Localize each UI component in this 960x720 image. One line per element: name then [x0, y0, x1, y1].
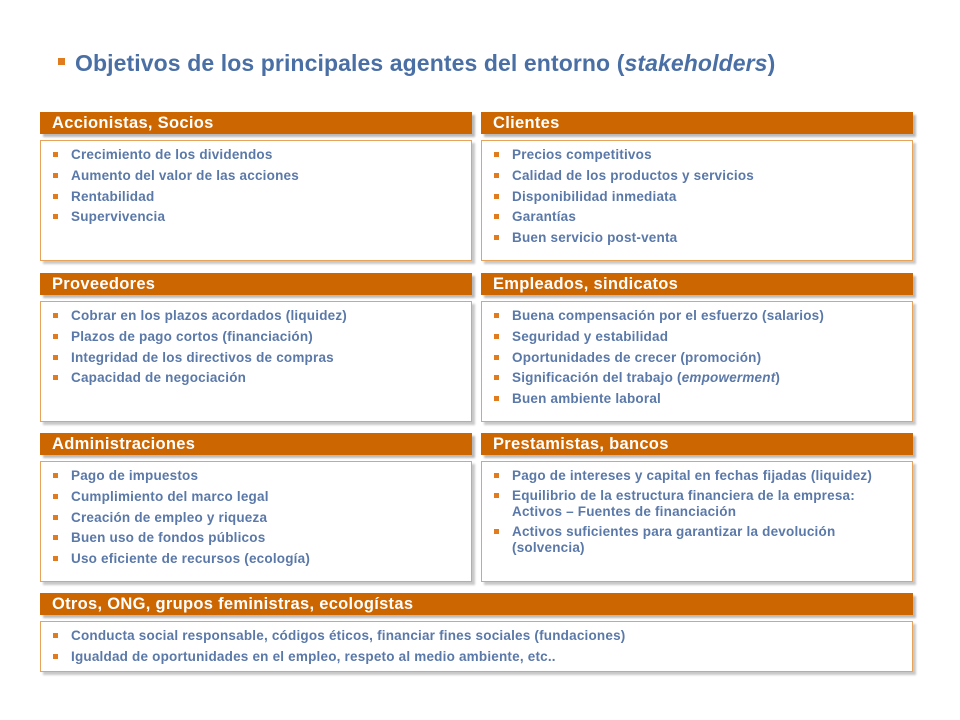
square-bullet-icon — [53, 654, 58, 659]
section-header: Empleados, sindicatos — [481, 273, 913, 295]
section-box — [40, 140, 472, 261]
square-bullet-icon — [494, 529, 499, 534]
square-bullet-icon — [494, 334, 499, 339]
square-bullet-icon — [494, 396, 499, 401]
list-item: Integridad de los directivos de compras — [53, 350, 463, 366]
section-header: Clientes — [481, 112, 913, 134]
list-item: Aumento del valor de las acciones — [53, 168, 463, 184]
square-bullet-icon — [53, 355, 58, 360]
section-header: Proveedores — [40, 273, 472, 295]
square-bullet-icon — [494, 493, 499, 498]
section-box — [481, 301, 913, 422]
section-box — [481, 461, 913, 582]
list-item: Uso eficiente de recursos (ecología) — [53, 551, 463, 567]
square-bullet-icon — [494, 313, 499, 318]
square-bullet-icon — [494, 235, 499, 240]
section-box — [40, 621, 913, 672]
list-item: Equilibrio de la estructura financiera de la empresa: Activos – Fuentes de financiación — [494, 488, 904, 520]
list-item: Buen uso de fondos públicos — [53, 530, 463, 546]
list-item: Rentabilidad — [53, 189, 463, 205]
square-bullet-icon — [53, 494, 58, 499]
square-bullet-icon — [53, 214, 58, 219]
square-bullet-icon — [53, 633, 58, 638]
list-item: Supervivencia — [53, 209, 463, 225]
square-bullet-icon — [494, 152, 499, 157]
square-bullet-icon — [53, 194, 58, 199]
list-item: Calidad de los productos y servicios — [494, 168, 904, 184]
square-bullet-icon — [53, 556, 58, 561]
square-bullet-icon — [53, 313, 58, 318]
list-item: Activos suficientes para garantizar la devolución (solvencia) — [494, 524, 904, 556]
list-item: Garantías — [494, 209, 904, 225]
section-otros — [40, 593, 913, 672]
list-item: Crecimiento de los dividendos — [53, 147, 463, 163]
square-bullet-icon — [53, 473, 58, 478]
list-item: Pago de intereses y capital en fechas fijadas (liquidez) — [494, 468, 904, 484]
list-item: Precios competitivos — [494, 147, 904, 163]
list-item: Oportunidades de crecer (promoción) — [494, 350, 904, 366]
list-item: Disponibilidad inmediata — [494, 189, 904, 205]
section-header: Otros, ONG, grupos feministras, ecologístas — [40, 593, 913, 615]
section-box — [40, 301, 472, 422]
section-proveedores — [40, 273, 472, 422]
list-item: Creación de empleo y riqueza — [53, 510, 463, 526]
list-item: Capacidad de negociación — [53, 370, 463, 386]
list-item: Igualdad de oportunidades en el empleo, respeto al medio ambiente, etc.. — [53, 649, 904, 665]
list-item: Cobrar en los plazos acordados (liquidez) — [53, 308, 463, 324]
square-bullet-icon — [494, 194, 499, 199]
list-item: Buena compensación por el esfuerzo (salarios) — [494, 308, 904, 324]
section-box — [481, 140, 913, 261]
section-empleados — [481, 273, 913, 422]
list-item: Buen ambiente laboral — [494, 391, 904, 407]
list-item: Buen servicio post-venta — [494, 230, 904, 246]
square-bullet-icon — [494, 214, 499, 219]
section-clientes — [481, 112, 913, 261]
square-bullet-icon — [53, 535, 58, 540]
square-bullet-icon — [494, 473, 499, 478]
section-header: Accionistas, Socios — [40, 112, 472, 134]
list-item: Pago de impuestos — [53, 468, 463, 484]
title-bullet-icon — [58, 58, 65, 65]
square-bullet-icon — [494, 375, 499, 380]
square-bullet-icon — [494, 173, 499, 178]
section-header: Prestamistas, bancos — [481, 433, 913, 455]
square-bullet-icon — [53, 375, 58, 380]
section-header: Administraciones — [40, 433, 472, 455]
section-box — [40, 461, 472, 582]
list-item: Significación del trabajo (empowerment) — [494, 370, 904, 386]
square-bullet-icon — [53, 334, 58, 339]
list-item: Cumplimiento del marco legal — [53, 489, 463, 505]
section-accionistas — [40, 112, 472, 261]
square-bullet-icon — [53, 173, 58, 178]
list-item: Conducta social responsable, códigos éticos, financiar fines sociales (fundaciones) — [53, 628, 904, 644]
list-item: Seguridad y estabilidad — [494, 329, 904, 345]
list-item: Plazos de pago cortos (financiación) — [53, 329, 463, 345]
section-administraciones — [40, 433, 472, 582]
page-title: Objetivos de los principales agentes del entorno (stakeholders) — [58, 50, 775, 77]
square-bullet-icon — [53, 515, 58, 520]
square-bullet-icon — [494, 355, 499, 360]
square-bullet-icon — [53, 152, 58, 157]
section-prestamistas — [481, 433, 913, 582]
